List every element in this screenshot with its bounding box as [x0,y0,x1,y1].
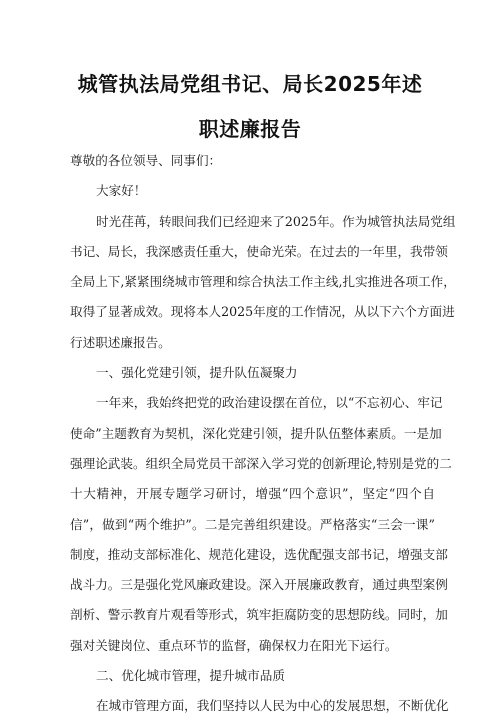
document-body [70,146,456,722]
body-line: 剖析、警示教育片观看等形式，筑牢拒腐防变的思想防线。同时，加 [70,607,448,623]
body-line: 信”，做到“两个维护”。二是完善组织建设。严格落实“三会一课” [70,516,435,532]
section-heading-1: 一、强化党建引领，提升队伍凝聚力 [96,365,298,381]
body-line: 书记、局长，我深感责任重大，使命光荣。在过去的一年里，我带领 [70,243,448,259]
salutation: 尊敬的各位领导、同事们： [70,153,222,168]
body-line: 全局上下,紧紧围绕城市管理和综合执法工作主线,扎实推进各项工作， [70,274,456,290]
body-line: 行述职述廉报告。 [70,334,171,350]
body-line: 在城市管理方面，我们坚持以人民为中心的发展思想，不断优化 [96,698,449,714]
document-title-line-1: 城管执法局党组书记、局长2025年述 [77,72,423,96]
body-line: 强理论武装。组织全局党员干部深入学习党的创新理论,特别是党的二 [70,455,452,471]
body-line: 时光荏苒，转眼间我们已经迎来了2025年。作为城管执法局党组 [96,213,456,229]
section-heading-2: 二、优化城市管理，提升城市品质 [96,668,285,684]
body-line: 制度，推动支部标准化、规范化建设，选优配强支部书记，增强支部 [70,546,448,562]
body-line: 十大精神，开展专题学习研讨，增强“四个意识”，坚定“四个自 [70,486,435,502]
body-line: 一年来，我始终把党的政治建设摆在首位，以“不忘初心、牢记 [96,395,443,411]
body-line: 战斗力。三是强化党风廉政建设。深入开展廉政教育，通过典型案例 [70,577,448,593]
greeting: 大家好！ [96,183,147,199]
body-line: 取得了显著成效。现将本人2025年度的工作情况，从以下六个方面进 [70,304,455,320]
document-title-line-2: 职述廉报告 [198,117,302,141]
body-line: 强对关键岗位、重点环节的监督，确保权力在阳光下运行。 [70,637,398,653]
body-line: 使命”主题教育为契机，深化党建引领，提升队伍整体素质。一是加 [70,425,442,441]
